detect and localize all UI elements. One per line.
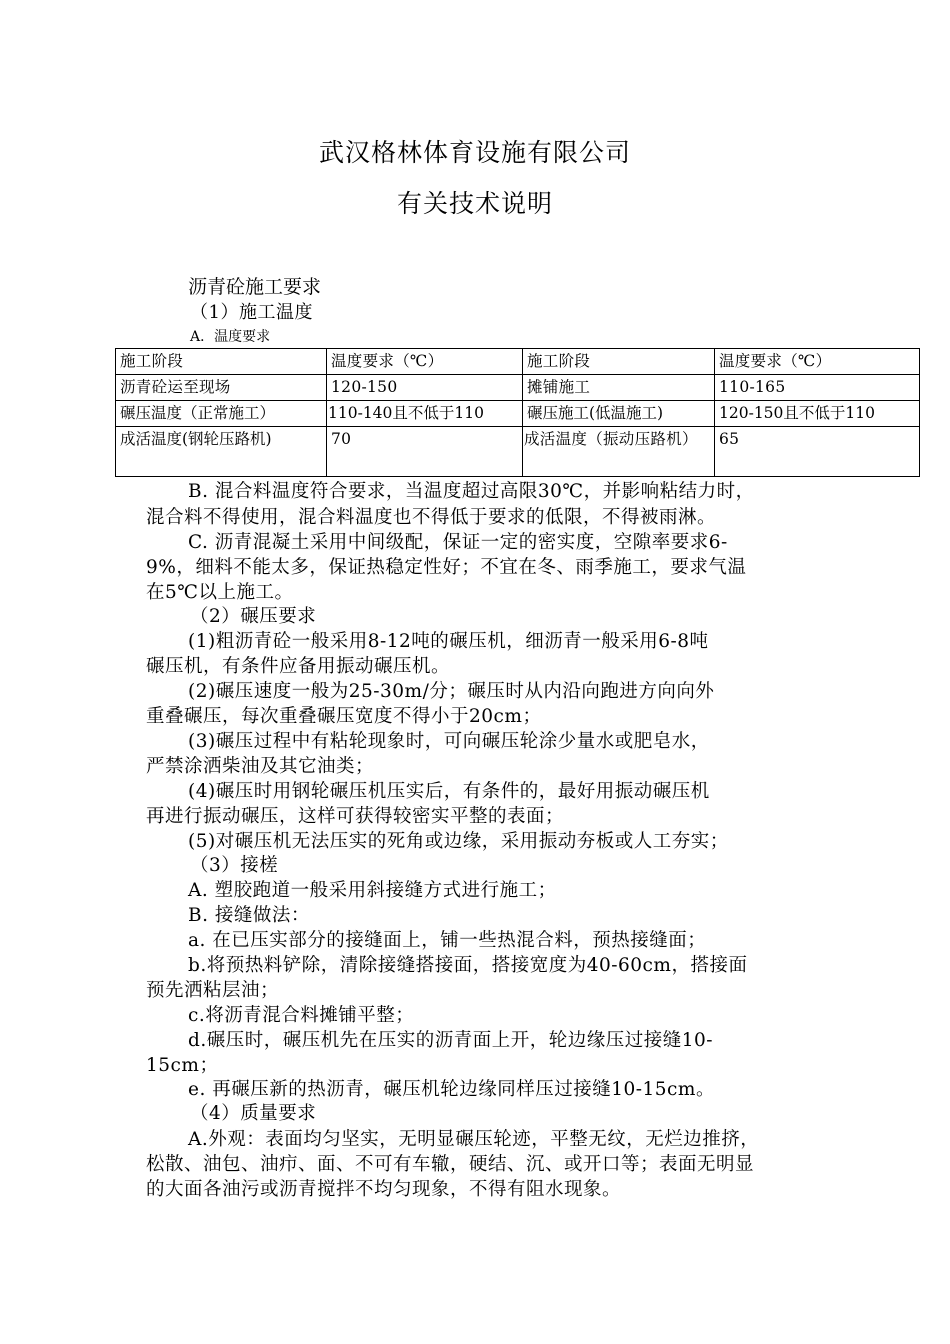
table-cell: 沥青砼运至现场 [116,375,327,401]
paragraph-line: 碾压机，有条件应备用振动碾压机。 [146,656,451,677]
paragraph-line: A.外观：表面均匀坚实，无明显碾压轮迹，平整无纹，无烂边推挤， [188,1129,760,1150]
paragraph-line: B. 接缝做法： [188,905,310,926]
paragraph-line: A. 塑胶跑道一般采用斜接缝方式进行施工； [188,880,557,901]
table-cell: 120-150 [327,375,523,401]
table-row [116,375,920,401]
paragraph-line: (1)粗沥青砼一般采用8-12吨的碾压机，细沥青一般采用6-8吨 [188,631,709,652]
paragraph-line: d.碾压时，碾压机先在压实的沥青面上开，轮边缘压过接缝10- [188,1030,714,1051]
paragraph-line: 9%，细料不能太多，保证热稳定性好；不宜在冬、雨季施工，要求气温 [146,557,747,578]
paragraph-line: 的大面各油污或沥青搅拌不均匀现象，不得有阻水现象。 [146,1179,622,1200]
table-header-cell: 温度要求（℃） [327,349,523,375]
table-cell: 成活温度(钢轮压路机) [116,427,327,477]
company-title: 武汉格林体育设施有限公司 [318,138,631,167]
table-header-cell: 温度要求（℃） [715,349,920,375]
paragraph-line: e. 再碾压新的热沥青，碾压机轮边缘同样压过接缝10-15cm。 [188,1079,715,1100]
paragraph-line: 在5℃以上施工。 [146,582,294,603]
paragraph-line: (3)碾压过程中有粘轮现象时，可向碾压轮涂少量水或肥皂水， [188,731,710,752]
paragraph-line: (2)碾压速度一般为25-30m/分；碾压时从内沿向跑进方向向外 [188,681,715,702]
table-cell: 110-140且不低于110 [327,401,523,427]
paragraph-line: 混合料不得使用，混合料温度也不得低于要求的低限，不得被雨淋。 [146,507,717,528]
table-row [116,401,920,427]
table-cell: 65 [715,427,920,477]
paragraph-line: c.将沥青混合料摊铺平整； [188,1005,415,1026]
table-header-row [116,349,920,375]
paragraph-line: 松散、油包、油疖、面、不可有车辙，硬结、沉、或开口等；表面无明显 [146,1154,755,1175]
paragraph-line: a. 在已压实部分的接缝面上，铺一些热混合料，预热接缝面； [188,930,707,951]
paragraph-line: 预先洒粘层油； [146,980,280,1001]
paragraph-line: B. 混合料温度符合要求，当温度超过高限30℃，并影响粘结力时， [188,481,755,502]
table-cell: 120-150且不低于110 [715,401,920,427]
table-cell: 70 [327,427,523,477]
temperature-table [115,348,920,477]
paragraph-line: C. 沥青混凝土采用中间级配，保证一定的密实度，空隙率要求6- [188,532,728,553]
paragraph-line: b.将预热料铲除，清除接缝搭接面，搭接宽度为40-60cm，搭接面 [188,955,748,976]
table-cell: 110-165 [715,375,920,401]
document-subtitle: 有关技术说明 [396,189,553,218]
paragraph-line: (4)碾压时用钢轮碾压机压实后，有条件的，最好用振动碾压机 [188,781,710,802]
table-header-cell: 施工阶段 [523,349,715,375]
table-row [116,427,920,477]
table-cell: 碾压施工(低温施工) [523,401,715,427]
paragraph-line: 再进行振动碾压，这样可获得较密实平整的表面； [146,806,565,827]
paragraph-line: 严禁涂洒柴油及其它油类； [146,756,375,777]
table-cell: 成活温度（振动压路机） [523,427,715,477]
table-cell: 摊铺施工 [523,375,715,401]
table-header-cell: 施工阶段 [116,349,327,375]
paragraph-line: 15cm； [146,1055,219,1076]
paragraph-line: (5)对碾压机无法压实的死角或边缘，采用振动夯板或人工夯实； [188,831,729,852]
section-title: 沥青砼施工要求 [188,276,322,298]
subsection-temperature: （1）施工温度 [190,302,313,323]
table-cell: 碾压温度（正常施工） [116,401,327,427]
subsection-quality: （4）质量要求 [190,1103,317,1124]
subsection-compaction: （2）碾压要求 [190,606,317,627]
paragraph-line: 重叠碾压，每次重叠碾压宽度不得小于20cm； [146,706,542,727]
subsection-joint: （3）接槎 [190,855,279,876]
temperature-requirement-label: A．温度要求 [190,329,271,345]
